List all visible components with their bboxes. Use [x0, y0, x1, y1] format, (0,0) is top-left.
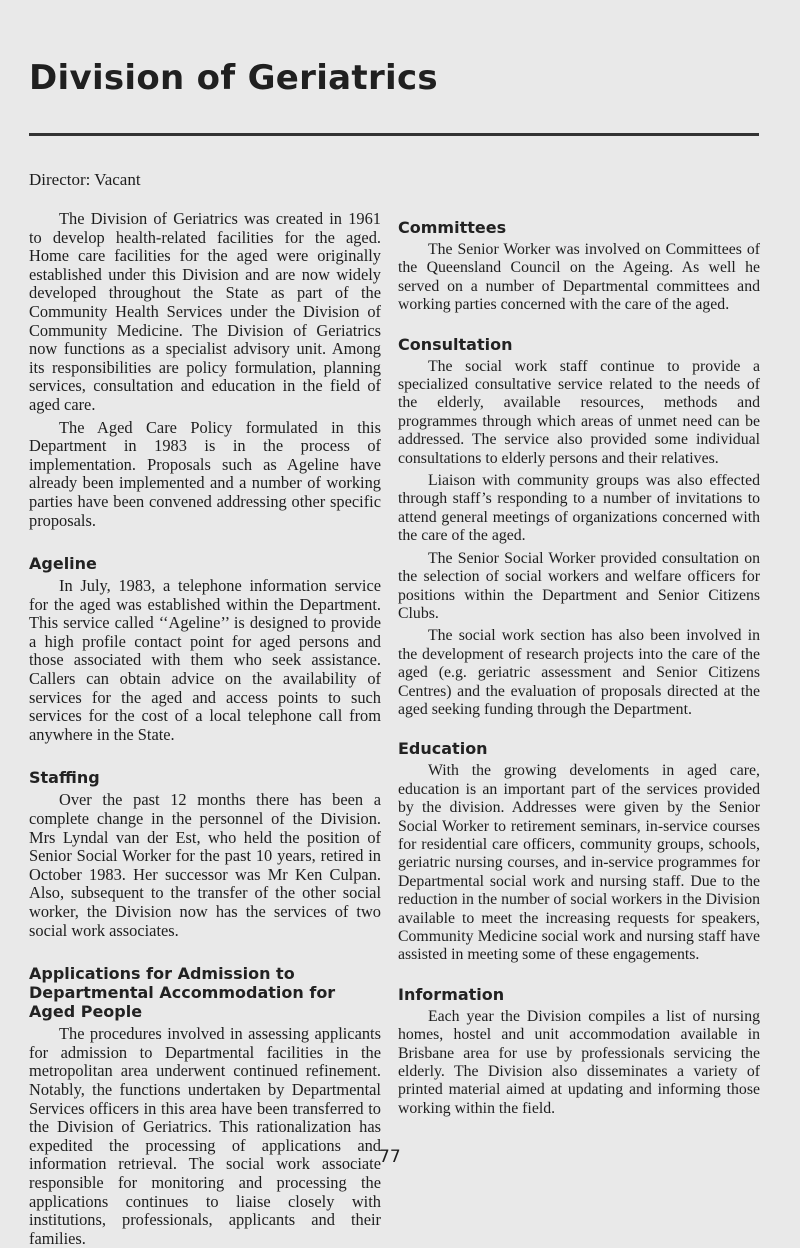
title-divider [29, 133, 759, 136]
intro-paragraph-1: The Division of Geriatrics was created in 1961 to develop health-related facilities for the aged. Home care facilities for the aged were originally established under this Division and are now widely developed throughout the State as part of the Community Health Services under the Division of Community Medicine. The Division of Geriatrics now functions as a specialist advisory unit. Among its responsibilities are policy formulation, planning services, consultation and education in the field of aged care. [29, 209, 381, 414]
education-paragraph: With the growing develoments in aged care, education is an important part of the services provided by the division. Addresses were given by the Senior Social Worker to retirement seminars, in-service courses for residential care officers, community groups, schools, geriatric nursing courses, and in-service programmes for Departmental social work and nursing staff. Due to the reduction in the number of social workers in the Division available to meet the increasing requests for speakers, Community Medicine social work and nursing staff have assisted in meeting some of these engagements. [398, 762, 760, 964]
consultation-paragraph-2: Liaison with community groups was also effected through staff’s responding to a number of invitations to attend general meetings of organizations concerned with the care of the aged. [398, 472, 760, 545]
page-number: 77 [379, 1147, 401, 1167]
consultation-paragraph-1: The social work staff continue to provide a specialized consultative service related to the needs of the elderly, available resources, methods and programmes through which areas of unmet need can be addressed. The service also provided some individual consultations to elderly persons and their relatives. [398, 357, 760, 467]
section-heading-committees: Committees [398, 218, 507, 237]
applications-paragraph: The procedures involved in assessing applicants for admission to Departmental facilities in the metropolitan area underwent continued refinement. Notably, the functions undertaken by Departmental Services officers in this area have been transferred to the Division of Geriatrics. This rationalization has expedited the processing of applications and information retrieval. The social work associate responsible for monitoring and processing the applications continues to liaise closely with institutions, professionals, applicants and their families. [29, 1024, 381, 1248]
left-column [29, 210, 381, 1248]
consultation-paragraph-4: The social work section has also been involved in the development of research projects into the care of the aged (e.g. geriatric assessment and Senior Citizens Centres) and the evaluation of proposals directed at the aged seeking funding through the Department. [398, 627, 760, 718]
section-heading-education: Education [398, 739, 488, 759]
page-title: Division of Geriatrics [29, 58, 438, 98]
right-column [398, 210, 760, 1118]
director-line: Director: Vacant [29, 170, 141, 189]
section-heading-information: Information [398, 984, 505, 1004]
section-heading-consultation: Consultation [398, 334, 513, 354]
section-heading-ageline: Ageline [29, 554, 97, 574]
ageline-paragraph: In July, 1983, a telephone information service for the aged was established within the Department. This service called ‘‘Ageline’’ is designed to provide a high profile contact point for aged persons and those associated with them who seek assistance. Callers can obtain advice on the availability of services for the aged and access points to such services for the cost of a local telephone call from anywhere in the State. [29, 576, 381, 744]
staffing-paragraph: Over the past 12 months there has been a complete change in the personnel of the Division. Mrs Lyndal van der Est, who held the position of Senior Social Worker for the past 10 years, retired in October 1983. Her successor was Mr Ken Culpan. Also, subsequent to the transfer of the other social worker, the Division now has the services of two social work associates. [29, 790, 381, 940]
intro-paragraph-2: The Aged Care Policy formulated in this Department in 1983 is in the process of implementation. Proposals such as Ageline have already been implemented and a number of working parties have been convened addressing other specific proposals. [29, 417, 381, 530]
section-heading-applications: Applications for Admission to Departmental Accommodation for Aged People [29, 964, 336, 1022]
information-paragraph: Each year the Division compiles a list of nursing homes, hostel and unit accommodation available in Brisbane area for use by professionals servicing the elderly. The Division also disseminates a variety of printed material aimed at updating and informing those working within the field. [398, 1007, 760, 1117]
consultation-paragraph-3: The Senior Social Worker provided consultation on the selection of social workers and welfare officers for positions within the Department and Senior Citizens Clubs. [398, 549, 760, 622]
committees-paragraph: The Senior Worker was involved on Committees of the Queensland Council on the Ageing. As well he served on a number of Departmental committees and working parties concerned with the care of the aged. [398, 241, 760, 314]
section-heading-staffing: Staffing [29, 768, 100, 788]
